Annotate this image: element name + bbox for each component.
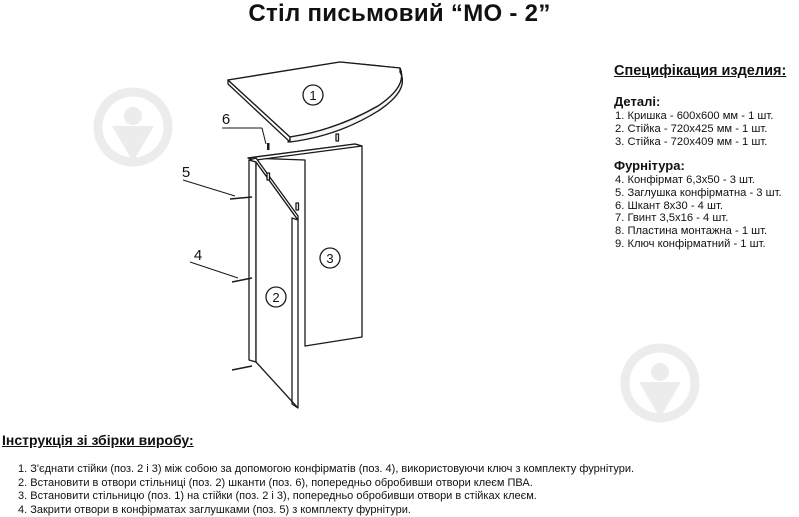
part-number-1: 1 bbox=[309, 88, 317, 103]
hardware-list bbox=[615, 174, 782, 251]
stand-part-2 bbox=[249, 158, 298, 408]
list-item: 4. Закрити отвори в конфірматах заглушками (поз. 5) з комплекту фурнітури. bbox=[18, 503, 411, 516]
list-item: 3. Стійка - 720х409 мм - 1 шт. bbox=[615, 135, 768, 148]
list-item: 2. Встановити в отвори стільниці (поз. 2) шканти (поз. 6), попередньо обробивши отвори клеєм ПВА. bbox=[18, 476, 533, 489]
callout-dowel-6: 6 bbox=[221, 111, 231, 128]
list-item: 5. Заглушка конфірматна - 3 шт. bbox=[615, 186, 782, 199]
specification-heading: Специфікация изделия: bbox=[614, 63, 787, 79]
instructions-heading: Інструкція зі збірки виробу: bbox=[2, 432, 194, 448]
page-title: Стіл письмовий “МО - 2” bbox=[248, 0, 551, 27]
list-item: 3. Встановити стільницю (поз. 1) на стійки (поз. 2 і 3), попередньо обробивши отвори в стійках клеєм. bbox=[18, 490, 537, 503]
callout-confirmat-4: 4 bbox=[193, 247, 203, 264]
list-item: 1. Кришка - 600х600 мм - 1 шт. bbox=[615, 110, 774, 122]
list-item: 6. Шкант 8х30 - 4 шт. bbox=[615, 199, 723, 212]
instructions-list bbox=[18, 463, 634, 517]
list-item: 1. З'єднати стійки (поз. 2 і 3) між собою за допомогою конфірматів (поз. 4), використовуючи ключ з комплекту фурнітури. bbox=[18, 463, 635, 475]
list-item: 9. Ключ конфірматний - 1 шт. bbox=[615, 237, 766, 250]
hardware-heading: Фурнітура: bbox=[614, 158, 685, 173]
list-item: 2. Стійка - 720х425 мм - 1 шт. bbox=[615, 122, 768, 135]
list-item: 7. Гвинт 3,5х16 - 4 шт. bbox=[615, 212, 729, 225]
part-number-2: 2 bbox=[272, 290, 280, 305]
parts-list bbox=[615, 110, 773, 148]
parts-heading: Деталі: bbox=[614, 94, 661, 109]
list-item: 4. Конфірмат 6,3х50 - 3 шт. bbox=[615, 174, 755, 186]
part-number-3: 3 bbox=[326, 251, 334, 266]
callout-plug-5: 5 bbox=[181, 164, 191, 181]
list-item: 8. Пластина монтажна - 1 шт. bbox=[615, 225, 768, 238]
